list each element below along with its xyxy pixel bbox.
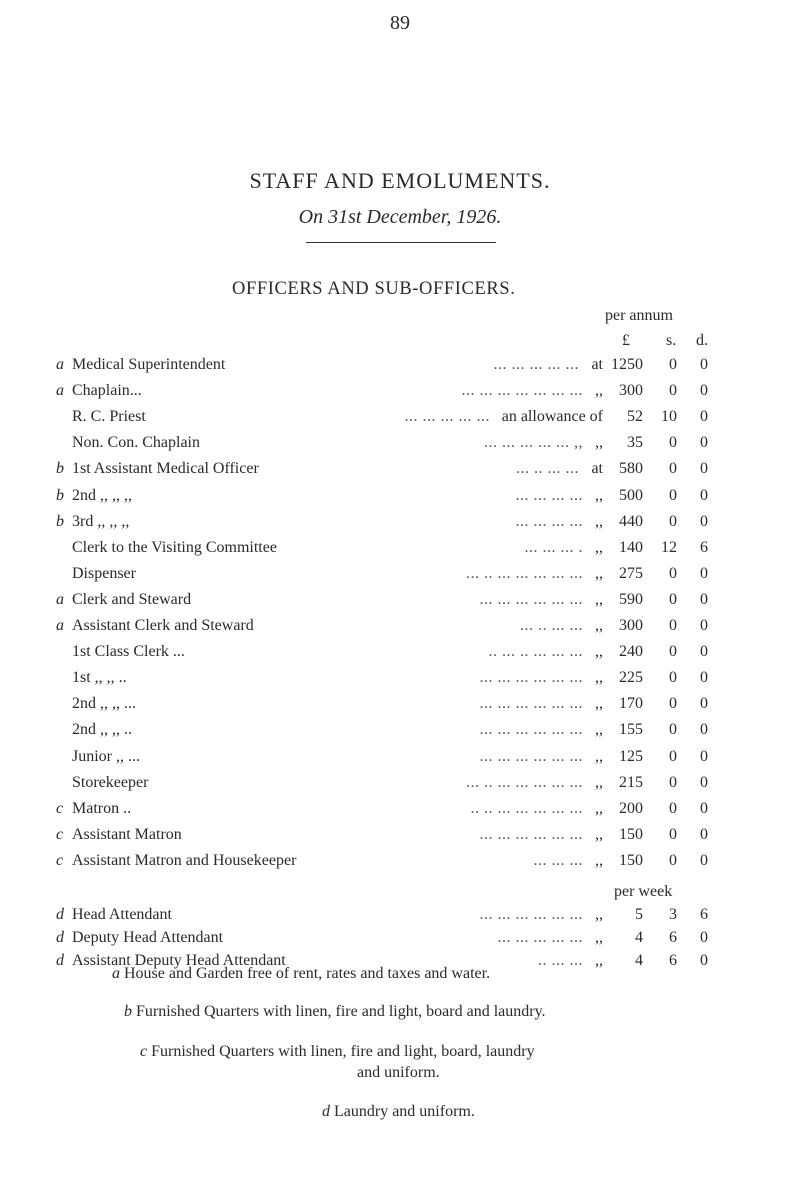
row-shillings: 6 (669, 952, 677, 969)
footnote-c: c Furnished Quarters with linen, fire and light, board, laundry (140, 1043, 535, 1060)
row-pence: 0 (700, 590, 708, 608)
row-shillings: 0 (669, 460, 677, 478)
row-pounds: 150 (619, 851, 643, 869)
row-pounds: 200 (619, 799, 643, 817)
table-row (0, 382, 800, 408)
row-leader-dots: ... ... ... . (524, 538, 583, 556)
row-leader-dots: ... ... ... ... ... ... ... (461, 382, 583, 400)
row-leader-dots: ... ... ... ... ... ... (479, 695, 583, 713)
row-shillings: 0 (669, 825, 677, 843)
footnote-c-continued: and uniform. (357, 1064, 440, 1081)
row-pounds: 155 (619, 721, 643, 739)
per-week-header: per week (614, 883, 673, 900)
row-prefix: ,, (595, 799, 603, 817)
row-pence: 0 (700, 799, 708, 817)
row-title: Clerk and Steward (72, 590, 192, 608)
row-shillings: 0 (669, 799, 677, 817)
row-pounds: 150 (619, 825, 643, 843)
row-title: R. C. Priest (72, 408, 146, 426)
row-title: 1st ,, ,, .. (72, 669, 127, 687)
row-pence: 0 (700, 669, 708, 687)
row-leader-dots: ... ... ... ... ... ... (479, 906, 583, 923)
row-pounds: 5 (635, 906, 643, 923)
row-prefix: ,, (595, 906, 603, 923)
row-shillings: 0 (669, 486, 677, 504)
row-title: 1st Class Clerk ... (72, 643, 185, 661)
row-leader-dots: ... ... ... (533, 851, 583, 869)
row-leader-dots: .. ... .. ... ... ... (488, 643, 583, 661)
row-prefix: ,, (595, 512, 603, 530)
row-mark: a (56, 590, 64, 608)
row-title: Chaplain... (72, 382, 142, 400)
row-title: Clerk to the Visiting Committee (72, 538, 277, 556)
row-prefix: at (591, 460, 603, 478)
row-pounds: 1250 (611, 356, 643, 373)
row-prefix: ,, (595, 952, 603, 969)
row-pence: 0 (700, 460, 708, 478)
row-title: 3rd ,, ,, ,, (72, 512, 130, 530)
row-leader-dots: .. ... ... (538, 952, 583, 969)
row-leader-dots: ... .. ... ... (516, 460, 579, 478)
table-row (0, 852, 800, 878)
row-pounds: 52 (627, 408, 643, 426)
row-pounds: 170 (619, 695, 643, 713)
row-prefix: ,, (595, 851, 603, 869)
row-mark: a (56, 382, 64, 400)
table-row (0, 434, 800, 460)
row-pounds: 35 (627, 434, 643, 452)
table-row (0, 565, 800, 591)
row-title: 1st Assistant Medical Officer (72, 460, 259, 478)
row-title: 2nd ,, ,, ... (72, 695, 136, 713)
row-title: Junior ,, ... (72, 747, 140, 765)
row-prefix: ,, (595, 695, 603, 713)
footnote-d: d Laundry and uniform. (322, 1103, 475, 1120)
row-pounds: 300 (619, 617, 643, 634)
row-pence: 0 (700, 825, 708, 843)
table-row (0, 539, 800, 565)
row-leader-dots: ... ... ... ... ... ... (479, 825, 583, 843)
table-row (0, 748, 800, 774)
row-title: Non. Con. Chaplain (72, 434, 200, 452)
row-mark: b (56, 460, 64, 478)
footnote-a: a House and Garden free of rent, rates and taxes and water. (112, 965, 491, 982)
row-shillings: 0 (669, 590, 677, 608)
row-shillings: 10 (661, 408, 677, 426)
row-shillings: 0 (669, 747, 677, 765)
table-row (0, 356, 800, 382)
row-mark: c (56, 851, 64, 869)
row-prefix: ,, (595, 538, 603, 556)
row-prefix: ,, (595, 590, 603, 608)
row-pounds: 225 (619, 669, 643, 687)
footnote-b: b Furnished Quarters with linen, fire and light, board and laundry. (124, 1003, 546, 1020)
row-prefix: at (591, 356, 603, 373)
row-leader-dots: ... ... ... ... (515, 512, 583, 530)
row-title: Head Attendant (72, 906, 172, 923)
row-shillings: 0 (669, 382, 677, 400)
row-mark: c (56, 825, 64, 843)
row-shillings: 0 (669, 617, 677, 634)
table-row (0, 408, 800, 434)
row-shillings: 0 (669, 695, 677, 713)
row-leader-dots: ... .. ... ... ... ... ... (466, 773, 583, 791)
table-row (0, 460, 800, 486)
row-prefix: ,, (595, 773, 603, 791)
row-prefix: ,, (595, 929, 603, 946)
table-row (0, 721, 800, 747)
table-row (0, 643, 800, 669)
row-pounds: 500 (619, 486, 643, 504)
page-number: 89 (390, 12, 410, 34)
row-mark: a (56, 356, 64, 373)
row-pence: 6 (700, 906, 708, 923)
row-pounds: 440 (619, 512, 643, 530)
row-mark: c (56, 799, 64, 817)
row-leader-dots: ... ... ... ... ... ,, (484, 434, 583, 452)
row-pence: 0 (700, 747, 708, 765)
table-row (0, 591, 800, 617)
row-pence: 0 (700, 851, 708, 869)
row-shillings: 0 (669, 434, 677, 452)
table-row (0, 669, 800, 695)
row-pence: 0 (700, 643, 708, 661)
row-title: Assistant Clerk and Steward (72, 617, 254, 634)
table-row (0, 695, 800, 721)
row-title: 2nd ,, ,, ,, (72, 486, 132, 504)
table-row (0, 826, 800, 852)
row-mark: d (56, 952, 64, 969)
row-prefix: ,, (595, 382, 603, 400)
pounds-header: £ (622, 332, 630, 349)
row-shillings: 12 (661, 538, 677, 556)
row-mark: a (56, 617, 64, 634)
row-pounds: 125 (619, 747, 643, 765)
row-pence: 0 (700, 486, 708, 504)
row-prefix: ,, (595, 747, 603, 765)
row-leader-dots: ... ... ... ... ... (497, 929, 583, 946)
row-pounds: 140 (619, 538, 643, 556)
table-row (0, 513, 800, 539)
row-shillings: 0 (669, 721, 677, 739)
row-prefix: ,, (595, 434, 603, 452)
row-shillings: 0 (669, 356, 677, 373)
row-pounds: 4 (635, 929, 643, 946)
row-title: Matron .. (72, 799, 132, 817)
row-shillings: 0 (669, 564, 677, 582)
row-pounds: 300 (619, 382, 643, 400)
row-pence: 0 (700, 382, 708, 400)
row-leader-dots: ... ... ... ... ... (404, 408, 490, 426)
row-prefix: ,, (595, 643, 603, 661)
row-title: Storekeeper (72, 773, 149, 791)
row-pence: 0 (700, 773, 708, 791)
row-prefix: ,, (595, 669, 603, 687)
table-row (0, 800, 800, 826)
row-shillings: 0 (669, 773, 677, 791)
row-title: 2nd ,, ,, .. (72, 721, 132, 739)
row-prefix: ,, (595, 721, 603, 739)
row-pounds: 590 (619, 590, 643, 608)
row-shillings: 0 (669, 512, 677, 530)
row-shillings: 6 (669, 929, 677, 946)
page-title: STAFF AND EMOLUMENTS. (249, 168, 551, 193)
row-pence: 0 (700, 721, 708, 739)
row-shillings: 3 (669, 906, 677, 923)
row-leader-dots: ... ... ... ... (515, 486, 583, 504)
row-pence: 0 (700, 356, 708, 373)
row-mark: d (56, 929, 64, 946)
row-title: Assistant Matron and Housekeeper (72, 851, 297, 869)
row-mark: d (56, 906, 64, 923)
row-title: Deputy Head Attendant (72, 929, 224, 946)
row-leader-dots: ... ... ... ... ... ... (479, 669, 583, 687)
row-leader-dots: ... ... ... ... ... ... (479, 747, 583, 765)
row-title: Assistant Matron (72, 825, 182, 843)
row-pence: 0 (700, 434, 708, 452)
row-pounds: 215 (619, 773, 643, 791)
row-prefix: ,, (595, 564, 603, 582)
row-leader-dots: ... ... ... ... ... ... (479, 721, 583, 739)
pence-header: d. (696, 332, 708, 349)
section-heading: OFFICERS AND SUB-OFFICERS. (232, 279, 516, 299)
row-leader-dots: ... .. ... ... (520, 617, 583, 634)
row-title: Medical Superintendent (72, 356, 226, 373)
row-title: Dispenser (72, 564, 136, 582)
row-pounds: 580 (619, 460, 643, 478)
table-row (0, 774, 800, 800)
row-mark: b (56, 486, 64, 504)
row-leader-dots: .. .. ... ... ... ... ... (470, 799, 583, 817)
row-leader-dots: ... ... ... ... ... (493, 356, 579, 373)
row-leader-dots: ... ... ... ... ... ... (479, 590, 583, 608)
per-annum-header: per annum (605, 307, 673, 324)
row-prefix: ,, (595, 825, 603, 843)
row-pence: 0 (700, 564, 708, 582)
row-pence: 6 (700, 538, 708, 556)
table-row (0, 487, 800, 513)
page-subtitle: On 31st December, 1926. (298, 206, 502, 228)
row-shillings: 0 (669, 643, 677, 661)
row-title: Assistant Deputy Head Attendant (72, 952, 286, 969)
row-pence: 0 (700, 408, 708, 426)
table-row (0, 617, 800, 643)
row-pence: 0 (700, 512, 708, 530)
row-pounds: 240 (619, 643, 643, 661)
row-shillings: 0 (669, 851, 677, 869)
row-pence: 0 (700, 617, 708, 634)
title-rule (306, 242, 496, 243)
shillings-header: s. (666, 332, 677, 349)
row-pence: 0 (700, 929, 708, 946)
row-prefix: an allowance of (501, 408, 603, 426)
row-prefix: ,, (595, 617, 603, 634)
row-pence: 0 (700, 952, 708, 969)
row-pence: 0 (700, 695, 708, 713)
row-pounds: 275 (619, 564, 643, 582)
row-prefix: ,, (595, 486, 603, 504)
row-pounds: 4 (635, 952, 643, 969)
row-leader-dots: ... .. ... ... ... ... ... (466, 564, 583, 582)
row-shillings: 0 (669, 669, 677, 687)
row-mark: b (56, 512, 64, 530)
